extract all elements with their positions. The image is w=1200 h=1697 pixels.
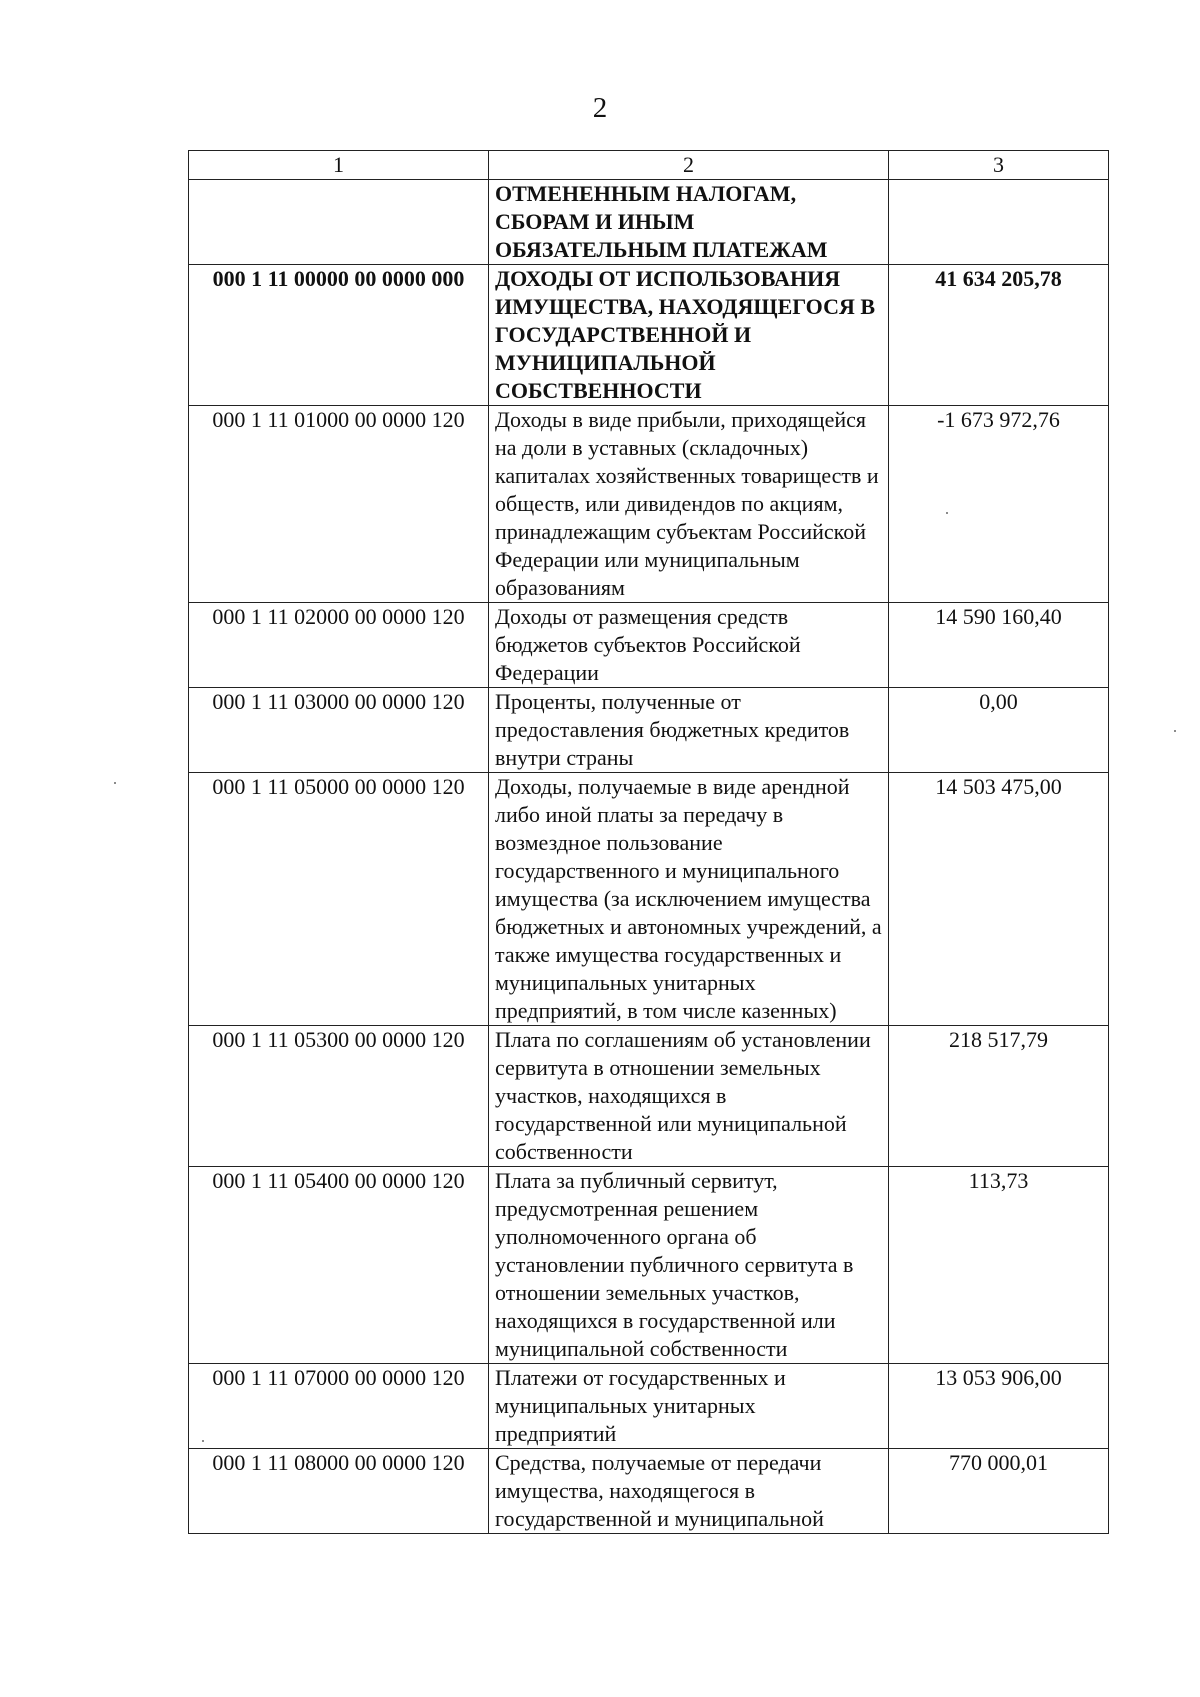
revenue-name: Доходы в виде прибыли, приходящейся на доли в уставных (складочных) капиталах хозяйственных товариществ и обществ, или дивидендов по акциям, принадлежащим субъектам Российской Федерации или муниципальным образованиям: [489, 406, 889, 603]
revenue-amount: 14 503 475,00: [889, 773, 1109, 1026]
revenue-amount: 14 590 160,40: [889, 603, 1109, 688]
budget-code: 000 1 11 05000 00 0000 120: [189, 773, 489, 1026]
column-number-row: [189, 151, 1109, 180]
budget-code: 000 1 11 03000 00 0000 120: [189, 688, 489, 773]
revenue-name: ОТМЕНЕННЫМ НАЛОГАМ, СБОРАМ И ИНЫМ ОБЯЗАТЕЛЬНЫМ ПЛАТЕЖАМ: [489, 180, 889, 265]
table-row: [189, 406, 1109, 603]
revenue-amount: 218 517,79: [889, 1026, 1109, 1167]
revenue-name: Проценты, полученные от предоставления бюджетных кредитов внутри страны: [489, 688, 889, 773]
page-number: 2: [592, 92, 608, 124]
revenue-amount: [889, 180, 1109, 265]
column-number-2: 2: [489, 151, 889, 180]
budget-code: 000 1 11 02000 00 0000 120: [189, 603, 489, 688]
revenue-name: Плата за публичный сервитут, предусмотренная решением уполномоченного органа об установлении публичного сервитута в отношении земельных участков, находящихся в государственной или муниципальной собственности: [489, 1167, 889, 1364]
revenue-amount: 113,73: [889, 1167, 1109, 1364]
revenue-name: Платежи от государственных и муниципальных унитарных предприятий: [489, 1364, 889, 1449]
scan-speck: [1174, 730, 1176, 732]
revenue-name: Доходы, получаемые в виде арендной либо иной платы за передачу в возмездное пользование государственного и муниципального имущества (за исключением имущества бюджетных и автономных учреждений, а также имущества государственных и муниципальных унитарных предприятий, в том числе казенных): [489, 773, 889, 1026]
revenue-amount: 41 634 205,78: [889, 265, 1109, 406]
budget-code: 000 1 11 05300 00 0000 120: [189, 1026, 489, 1167]
budget-code: 000 1 11 07000 00 0000 120: [189, 1364, 489, 1449]
revenue-amount: 0,00: [889, 688, 1109, 773]
table-row: [189, 603, 1109, 688]
budget-code: 000 1 11 05400 00 0000 120: [189, 1167, 489, 1364]
revenue-amount: -1 673 972,76: [889, 406, 1109, 603]
revenue-name: ДОХОДЫ ОТ ИСПОЛЬЗОВАНИЯ ИМУЩЕСТВА, НАХОДЯЩЕГОСЯ В ГОСУДАРСТВЕННОЙ И МУНИЦИПАЛЬНОЙ СОБСТВЕННОСТИ: [489, 265, 889, 406]
revenue-amount: 13 053 906,00: [889, 1364, 1109, 1449]
column-number-3: 3: [889, 151, 1109, 180]
table-row: [189, 265, 1109, 406]
budget-code: 000 1 11 08000 00 0000 120: [189, 1449, 489, 1534]
revenue-table: [188, 150, 1109, 1534]
table-row: [189, 773, 1109, 1026]
table-row: [189, 1026, 1109, 1167]
budget-code: 000 1 11 00000 00 0000 000: [189, 265, 489, 406]
table-row: [189, 180, 1109, 265]
scan-speck: [202, 1440, 204, 1442]
column-number-1: 1: [189, 151, 489, 180]
table-row: [189, 688, 1109, 773]
table-row: [189, 1364, 1109, 1449]
scan-speck: [946, 512, 948, 514]
revenue-name: Средства, получаемые от передачи имущества, находящегося в государственной и муниципальной: [489, 1449, 889, 1534]
revenue-amount: 770 000,01: [889, 1449, 1109, 1534]
table-row: [189, 1449, 1109, 1534]
budget-code: 000 1 11 01000 00 0000 120: [189, 406, 489, 603]
budget-code: [189, 180, 489, 265]
revenue-name: Плата по соглашениям об установлении сервитута в отношении земельных участков, находящихся в государственной или муниципальной собственности: [489, 1026, 889, 1167]
table-row: [189, 1167, 1109, 1364]
revenue-name: Доходы от размещения средств бюджетов субъектов Российской Федерации: [489, 603, 889, 688]
scan-speck: [114, 782, 116, 784]
